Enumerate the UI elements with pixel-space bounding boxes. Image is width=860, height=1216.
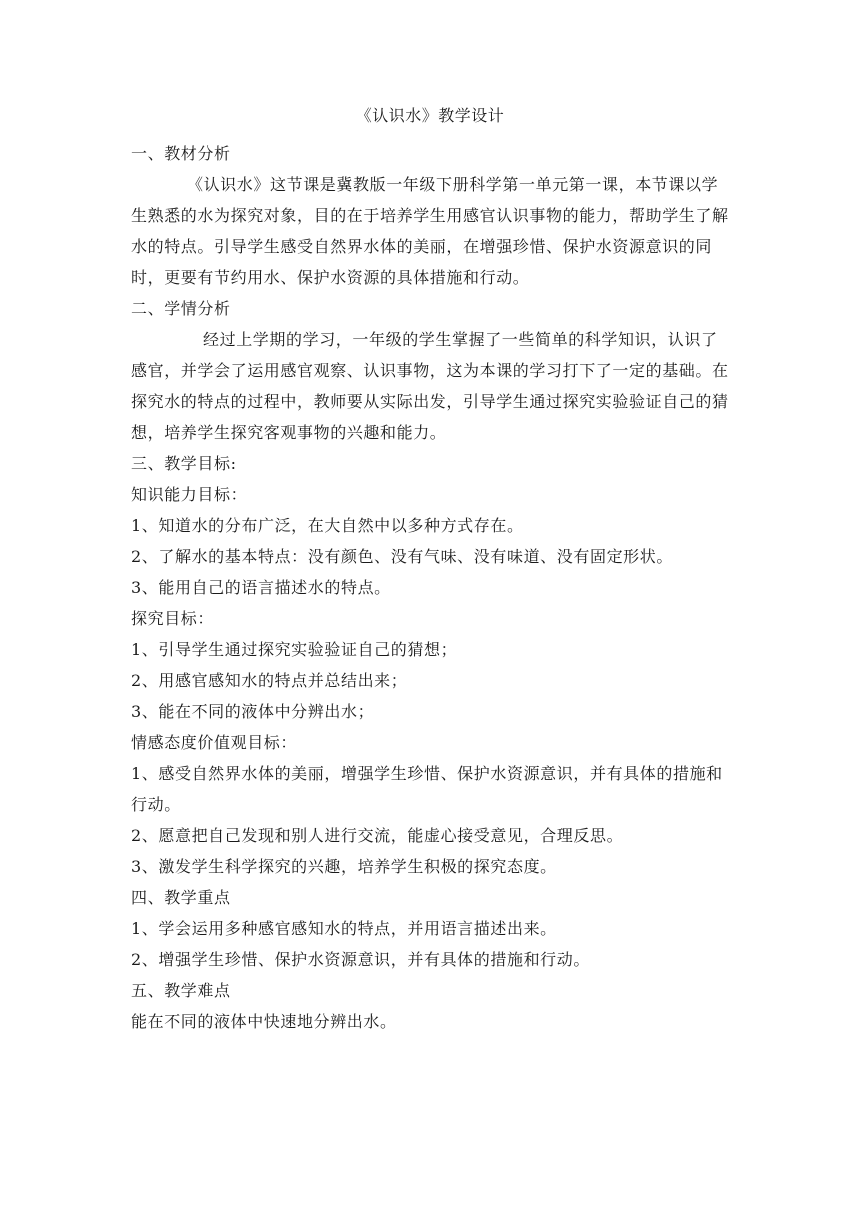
section-heading-student-analysis: 二、学情分析 (131, 299, 231, 318)
section-heading-teaching-goals: 三、教学目标: (131, 454, 237, 473)
section-heading-textbook-analysis: 一、教材分析 (131, 144, 231, 163)
section-heading-key-points: 四、教学重点 (131, 888, 231, 907)
list-item-emotion: 3、激发学生科学探究的兴趣，培养学生积极的探究态度。 (131, 857, 557, 876)
subheading-inquiry-goals: 探究目标： (131, 609, 215, 628)
section-heading-difficulties: 五、教学难点 (131, 981, 231, 1000)
paragraph-difficulty: 能在不同的液体中快速地分辨出水。 (131, 1012, 397, 1031)
paragraph-textbook-analysis: 《认识水》这节课是冀教版一年级下册科学第一单元第一课，本节课以学生熟悉的水为探究对象，目的在于培养学生用感官认识事物的能力，帮助学生了解水的特点。引导学生感受自然界水体的美丽，在增强珍惜、保护水资源意识的同时，更要有节约用水、保护水资源的具体措施和行动。 (131, 175, 729, 287)
list-item-key-point: 2、增强学生珍惜、保护水资源意识，并有具体的措施和行动。 (131, 950, 590, 969)
list-item-inquiry: 1、引导学生通过探究实验验证自己的猜想； (131, 640, 458, 659)
document-title: 《认识水》教学设计 (355, 106, 505, 125)
document-body (131, 138, 731, 1037)
list-item-emotion: 2、愿意把自己发现和别人进行交流，能虚心接受意见，合理反思。 (131, 826, 624, 845)
list-item-knowledge: 1、知道水的分布广泛，在大自然中以多种方式存在。 (131, 516, 524, 535)
subheading-knowledge-goals: 知识能力目标： (131, 485, 248, 504)
list-item-key-point: 1、学会运用多种感官感知水的特点，并用语言描述出来。 (131, 919, 557, 938)
list-item-inquiry: 2、用感官感知水的特点并总结出来； (131, 671, 408, 690)
list-item-emotion: 1、感受自然界水体的美丽，增强学生珍惜、保护水资源意识，并有具体的措施和行动。 (131, 764, 723, 814)
paragraph-student-analysis: 经过上学期的学习，一年级的学生掌握了一些简单的科学知识，认识了感官，并学会了运用感官观察、认识事物，这为本课的学习打下了一定的基础。在探究水的特点的过程中，教师要从实际出发，引导学生通过探究实验验证自己的猜想，培养学生探究客观事物的兴趣和能力。 (131, 330, 729, 442)
list-item-inquiry: 3、能在不同的液体中分辨出水； (131, 702, 375, 721)
list-item-knowledge: 2、了解水的基本特点：没有颜色、没有气味、没有味道、没有固定形状。 (131, 547, 673, 566)
list-item-knowledge: 3、能用自己的语言描述水的特点。 (131, 578, 391, 597)
subheading-emotion-goals: 情感态度价值观目标： (131, 733, 298, 752)
